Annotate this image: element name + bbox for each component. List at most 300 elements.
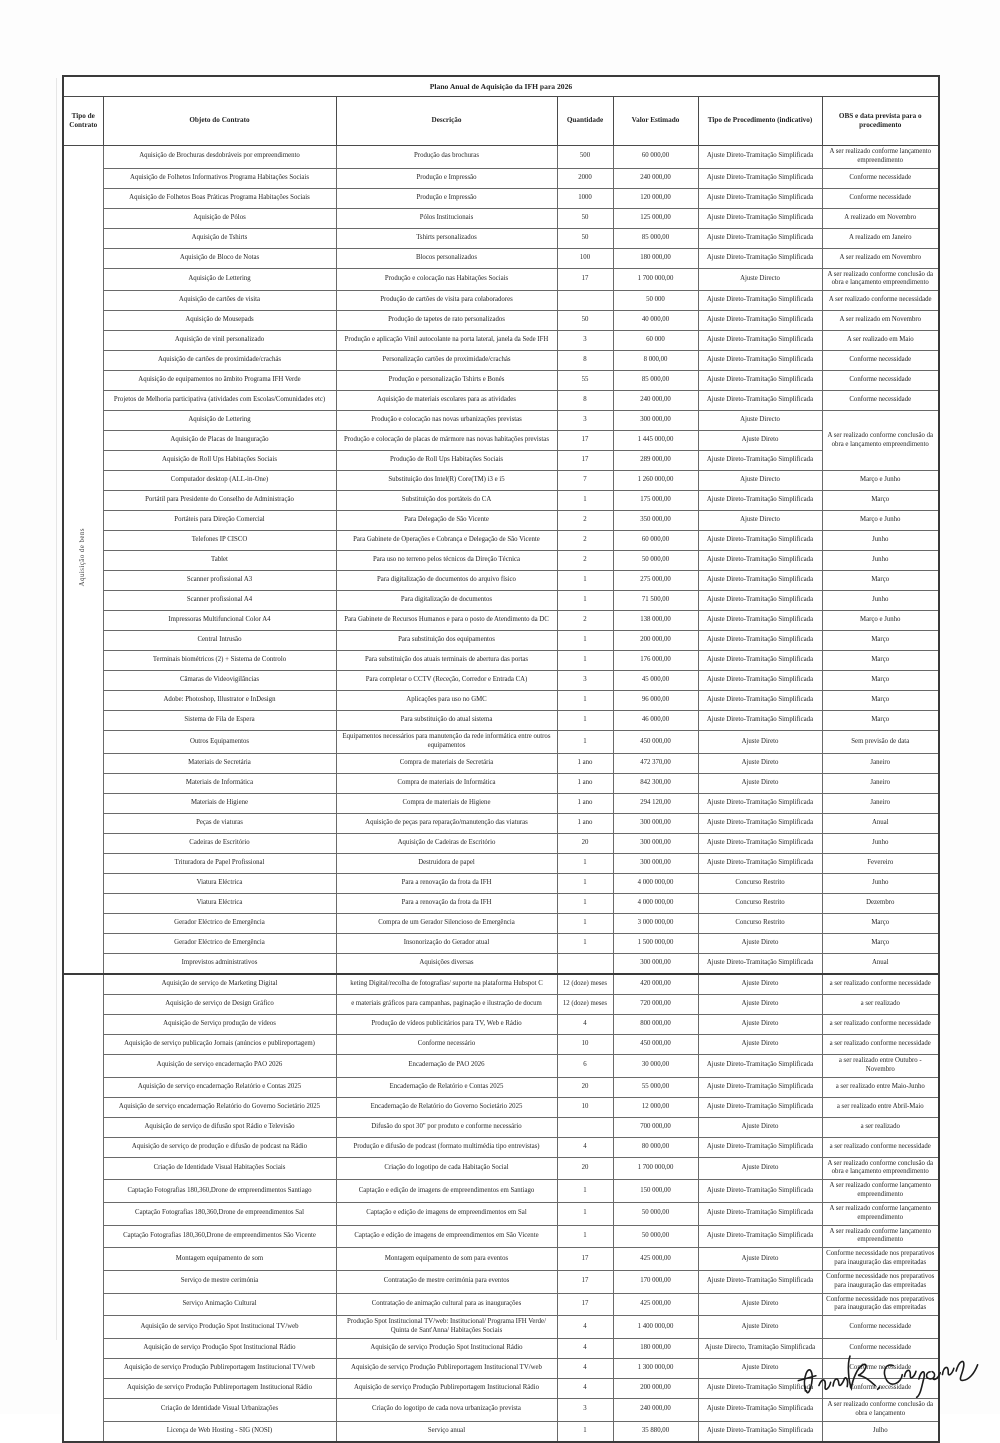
cell-obs: A ser realizado conforme lançamento empreendimento (822, 1202, 939, 1225)
table-row (63, 953, 939, 974)
cell-objeto: Impressoras Multifuncional Color A4 (103, 611, 336, 631)
cell-proc: Ajuste Direto-Tramitação Simplificada (698, 1077, 822, 1097)
cell-desc: Compra de um Gerador Silencioso de Emergência (336, 913, 557, 933)
cell-qtd: 2 (557, 531, 613, 551)
table-row (63, 531, 939, 551)
cell-desc: Encadernação de Relatório do Governo Societário 2025 (336, 1097, 557, 1117)
cell-objeto: Peças de viaturas (103, 813, 336, 833)
cell-qtd: 6 (557, 1054, 613, 1077)
cell-objeto: Portátil para Presidente do Conselho de Administração (103, 491, 336, 511)
cell-desc: e materiais gráficos para campanhas, paginação e ilustração de docum (336, 994, 557, 1014)
table-row (63, 773, 939, 793)
cell-qtd: 1 ano (557, 773, 613, 793)
cell-obs: Anual (822, 953, 939, 974)
table-row (63, 893, 939, 913)
cell-desc: Para uso no terreno pelos técnicos da Direção Técnica (336, 551, 557, 571)
cell-proc: Ajuste Direto-Tramitação Simplificada (698, 311, 822, 331)
cell-valor: 1 300 000,00 (613, 1358, 698, 1378)
cell-proc: Ajuste Direto-Tramitação Simplificada (698, 1202, 822, 1225)
cell-valor: 450 000,00 (613, 1034, 698, 1054)
cell-valor: 300 000,00 (613, 833, 698, 853)
cell-qtd: 3 (557, 411, 613, 431)
cell-proc: Ajuste Direto-Tramitação Simplificada (698, 451, 822, 471)
cell-obs: Janeiro (822, 793, 939, 813)
column-header-1: Objeto do Contrato (103, 97, 336, 146)
cell-proc: Ajuste Direto-Tramitação Simplificada (698, 671, 822, 691)
cell-objeto: Aquisição de serviço encadernação Relatório do Governo Societário 2025 (103, 1097, 336, 1117)
cell-desc: Montagem equipamento de som para eventos (336, 1248, 557, 1271)
cell-valor: 294 120,00 (613, 793, 698, 813)
table-row (63, 793, 939, 813)
cell-objeto: Viatura Eléctrica (103, 873, 336, 893)
table-row (63, 1225, 939, 1248)
cell-obs: Março e Junho (822, 611, 939, 631)
table-row (63, 311, 939, 331)
cell-obs: Conforme necessidade (822, 1378, 939, 1398)
cell-desc: Para a renovação da frota da IFH (336, 893, 557, 913)
cell-desc: Produção e aplicação Vinil autocolante na porta lateral, janela da Sede IFH (336, 331, 557, 351)
cell-objeto: Aquisição de Folhetos Boas Práticas Programa Habitações Sociais (103, 188, 336, 208)
cell-obs: Conforme necessidade nos preparativos para inauguração das empreitadas (822, 1248, 939, 1271)
cell-objeto: Projetos de Melhoria participativa (atividades com Escolas/Comunidades etc) (103, 391, 336, 411)
cell-objeto: Serviço de mestre cerimónia (103, 1270, 336, 1293)
cell-proc: Ajuste Direto-Tramitação Simplificada (698, 208, 822, 228)
cell-desc: Para substituição dos equipamentos (336, 631, 557, 651)
cell-obs: Anual (822, 813, 939, 833)
cell-obs: Julho (822, 1421, 939, 1442)
cell-qtd: 17 (557, 1293, 613, 1316)
cell-valor: 175 000,00 (613, 491, 698, 511)
cell-objeto: Sistema de Fila de Espera (103, 711, 336, 731)
cell-obs: Março (822, 691, 939, 711)
column-header-5: Tipo de Procedimento (indicativo) (698, 97, 822, 146)
cell-desc: Substituição dos Intel(R) Core(TM) i3 e i5 (336, 471, 557, 491)
cell-obs: Março (822, 711, 939, 731)
cell-objeto: Aquisição de equipamentos no âmbito Programa IFH Verde (103, 371, 336, 391)
table-row (63, 351, 939, 371)
cell-proc: Ajuste Direto-Tramitação Simplificada (698, 591, 822, 611)
cell-qtd: 1 (557, 1180, 613, 1203)
cell-desc: Aquisições diversas (336, 953, 557, 974)
cell-obs: A realizado em Janeiro (822, 228, 939, 248)
cell-proc: Ajuste Direto-Tramitação Simplificada (698, 1097, 822, 1117)
cell-proc: Ajuste Direto-Tramitação Simplificada (698, 351, 822, 371)
cell-proc: Ajuste Direto (698, 933, 822, 953)
table-row (63, 451, 939, 471)
cell-valor: 842 300,00 (613, 773, 698, 793)
cell-objeto: Tablet (103, 551, 336, 571)
cell-obs: a ser realizado conforme necessidade (822, 1137, 939, 1157)
cell-obs: a ser realizado entre Outubro - Novembro (822, 1054, 939, 1077)
table-row (63, 248, 939, 268)
cell-obs: Março (822, 491, 939, 511)
cell-qtd: 1 ano (557, 793, 613, 813)
cell-desc: Para Gabinete de Operações e Cobrança e Delegação de São Vicente (336, 531, 557, 551)
cell-proc: Ajuste Direto-Tramitação Simplificada (698, 1180, 822, 1203)
cell-valor: 176 000,00 (613, 651, 698, 671)
cell-proc: Ajuste Direto-Tramitação Simplificada (698, 248, 822, 268)
table-row (63, 188, 939, 208)
cell-obs: Conforme necessidade (822, 391, 939, 411)
cell-qtd: 2 (557, 551, 613, 571)
cell-obs: Junho (822, 833, 939, 853)
cell-qtd: 2 (557, 611, 613, 631)
cell-desc: Captação e edição de imagens de empreendimentos em São Vicente (336, 1225, 557, 1248)
cell-desc: Para Gabinete de Recursos Humanos e para o posto de Atendimento da DC (336, 611, 557, 631)
cell-desc: Aquisição de serviço Produção Spot Institucional Rádio (336, 1338, 557, 1358)
cell-qtd: 1 (557, 933, 613, 953)
cell-valor: 60 000,00 (613, 146, 698, 169)
cell-qtd: 1 (557, 731, 613, 754)
table-row (63, 974, 939, 995)
cell-desc: Produção de Roll Ups Habitações Sociais (336, 451, 557, 471)
cell-objeto: Imprevistos administrativos (103, 953, 336, 974)
cell-proc: Ajuste Direto (698, 773, 822, 793)
table-row (63, 1117, 939, 1137)
cell-desc: Blocos personalizados (336, 248, 557, 268)
cell-desc: Aquisição de peças para reparação/manutenção das viaturas (336, 813, 557, 833)
cell-proc: Ajuste Direto (698, 431, 822, 451)
cell-desc: Criação do logotipo de cada Habitação Social (336, 1157, 557, 1180)
table-row (63, 1097, 939, 1117)
plan-table (62, 75, 940, 1443)
cell-qtd: 4 (557, 1378, 613, 1398)
cell-valor: 1 400 000,00 (613, 1316, 698, 1339)
table-row (63, 471, 939, 491)
cell-qtd: 1 (557, 691, 613, 711)
cell-objeto: Gerador Eléctrico de Emergência (103, 933, 336, 953)
cell-proc: Ajuste Directo (698, 471, 822, 491)
table-row (63, 753, 939, 773)
cell-valor: 120 000,00 (613, 188, 698, 208)
cell-desc: Produção e colocação de placas de mármore nas novas habitações previstas (336, 431, 557, 451)
cell-proc: Ajuste Direto-Tramitação Simplificada (698, 291, 822, 311)
table-row (63, 1421, 939, 1442)
cell-obs: a ser realizado conforme necessidade (822, 974, 939, 995)
cell-valor: 1 700 000,00 (613, 268, 698, 291)
cell-valor: 300 000,00 (613, 411, 698, 431)
cell-objeto: Aquisição de serviço Produção Spot Institucional Rádio (103, 1338, 336, 1358)
cell-valor: 300 000,00 (613, 813, 698, 833)
cell-desc: Para substituição do atual sistema (336, 711, 557, 731)
cell-desc: Destruidora de papel (336, 853, 557, 873)
cell-valor: 180 000,00 (613, 1338, 698, 1358)
cell-desc: Produção Spot Institucional TV/web: Institucional/ Programa IFH Verde/ Quinta de Sant'Anna/ Habitações Sociais (336, 1316, 557, 1339)
cell-valor: 425 000,00 (613, 1293, 698, 1316)
cell-proc: Ajuste Direto-Tramitação Simplificada (698, 551, 822, 571)
table-row (63, 1054, 939, 1077)
cell-valor: 125 000,00 (613, 208, 698, 228)
cell-objeto: Aquisição de serviço Produção Spot Institucional TV/web (103, 1316, 336, 1339)
table-row (63, 611, 939, 631)
cell-obs: A realizado em Novembro (822, 208, 939, 228)
cell-proc: Ajuste Directo (698, 411, 822, 431)
cell-desc: Captação e edição de imagens de empreendimentos em Sal (336, 1202, 557, 1225)
cell-qtd: 1 (557, 1421, 613, 1442)
cell-desc: Produção de cartões de visita para colaboradores (336, 291, 557, 311)
cell-obs: Conforme necessidade (822, 1316, 939, 1339)
table-row (63, 671, 939, 691)
cell-objeto: Aquisição de serviço de difusão spot Rádio e Televisão (103, 1117, 336, 1137)
cell-qtd: 3 (557, 1398, 613, 1421)
cell-valor: 1 445 000,00 (613, 431, 698, 451)
cell-valor: 300 000,00 (613, 953, 698, 974)
table-row (63, 1202, 939, 1225)
cell-proc: Ajuste Directo (698, 511, 822, 531)
cell-valor: 45 000,00 (613, 671, 698, 691)
cell-obs: Março (822, 671, 939, 691)
cell-desc: Produção e difusão de podcast (formato multimédia tipo entrevistas) (336, 1137, 557, 1157)
cell-qtd: 20 (557, 1077, 613, 1097)
cell-valor: 80 000,00 (613, 1137, 698, 1157)
cell-qtd: 500 (557, 146, 613, 169)
cell-desc: Para a renovação da frota da IFH (336, 873, 557, 893)
cell-valor: 12 000,00 (613, 1097, 698, 1117)
scan-edge-shadow (56, 78, 57, 1340)
cell-proc: Ajuste Direto (698, 1316, 822, 1339)
cell-valor: 4 000 000,00 (613, 873, 698, 893)
cell-desc: Equipamentos necessários para manutenção da rede informática entre outros equipamentos (336, 731, 557, 754)
table-row (63, 146, 939, 169)
cell-obs: Março e Junho (822, 471, 939, 491)
cell-valor: 35 880,00 (613, 1421, 698, 1442)
cell-obs: Conforme necessidade (822, 1338, 939, 1358)
cell-objeto: Gerador Eléctrico de Emergência (103, 913, 336, 933)
cell-valor: 289 000,00 (613, 451, 698, 471)
cell-valor: 4 000 000,00 (613, 893, 698, 913)
table-row (63, 571, 939, 591)
cell-desc: Encadernação de PAO 2026 (336, 1054, 557, 1077)
cell-proc: Ajuste Direto-Tramitação Simplificada (698, 371, 822, 391)
cell-objeto: Viatura Eléctrica (103, 893, 336, 913)
cell-objeto: Central Intrusão (103, 631, 336, 651)
column-header-6: OBS e data prevista para o procedimento (822, 97, 939, 146)
cell-proc: Ajuste Direto (698, 1358, 822, 1378)
table-row (63, 168, 939, 188)
table-row (63, 731, 939, 754)
cell-qtd: 17 (557, 451, 613, 471)
cell-proc: Ajuste Direto-Tramitação Simplificada (698, 1398, 822, 1421)
table-row (63, 1248, 939, 1271)
cell-valor: 60 000 (613, 331, 698, 351)
contract-type-cell (63, 146, 103, 974)
cell-obs: Março (822, 651, 939, 671)
cell-qtd: 17 (557, 1270, 613, 1293)
cell-desc: Personalização cartões de proximidade/crachás (336, 351, 557, 371)
cell-obs: Conforme necessidade (822, 351, 939, 371)
page-title: Plano Anual de Aquisição da IFH para 2026 (63, 76, 939, 97)
cell-proc: Ajuste Direto-Tramitação Simplificada (698, 813, 822, 833)
cell-valor: 800 000,00 (613, 1014, 698, 1034)
table-row (63, 208, 939, 228)
cell-proc: Ajuste Direto-Tramitação Simplificada (698, 631, 822, 651)
cell-objeto: Licença de Web Hosting - SIG (NOSI) (103, 1421, 336, 1442)
cell-desc: Para substituição dos atuais terminais de abertura das portas (336, 651, 557, 671)
cell-qtd: 1 ano (557, 753, 613, 773)
cell-desc: Encadernação de Relatório e Contas 2025 (336, 1077, 557, 1097)
cell-qtd: 3 (557, 671, 613, 691)
cell-qtd: 4 (557, 1358, 613, 1378)
cell-obs: A ser realizado conforme lançamento empreendimento (822, 1225, 939, 1248)
cell-valor: 240 000,00 (613, 1398, 698, 1421)
cell-valor: 150 000,00 (613, 1180, 698, 1203)
cell-obs: A ser realizado em Maio (822, 331, 939, 351)
cell-qtd: 1 (557, 491, 613, 511)
cell-obs: Junho (822, 531, 939, 551)
cell-objeto: Aquisição de vinil personalizado (103, 331, 336, 351)
cell-valor: 60 000,00 (613, 531, 698, 551)
cell-objeto: Aquisição de Serviço produção de vídeos (103, 1014, 336, 1034)
cell-valor: 350 000,00 (613, 511, 698, 531)
table-row (63, 291, 939, 311)
cell-obs: Dezembro (822, 893, 939, 913)
cell-valor: 300 000,00 (613, 853, 698, 873)
cell-desc: Insonorização do Gerador atual (336, 933, 557, 953)
cell-desc: Contratação de mestre cerimónia para eventos (336, 1270, 557, 1293)
table-header-row (63, 97, 939, 146)
cell-proc: Concurso Restrito (698, 873, 822, 893)
cell-proc: Ajuste Direto (698, 1034, 822, 1054)
cell-desc: Produção e colocação nas Habitações Sociais (336, 268, 557, 291)
table-row (63, 631, 939, 651)
cell-valor: 3 000 000,00 (613, 913, 698, 933)
cell-desc: Para digitalização de documentos (336, 591, 557, 611)
cell-desc: Pólos Institucionais (336, 208, 557, 228)
cell-objeto: Terminais biométricos (2) + Sistema de Controlo (103, 651, 336, 671)
table-title-row (63, 76, 939, 97)
cell-objeto: Aquisição de Brochuras desdobráveis por empreendimento (103, 146, 336, 169)
cell-desc: Conforme necessário (336, 1034, 557, 1054)
cell-proc: Ajuste Direto-Tramitação Simplificada (698, 651, 822, 671)
cell-objeto: Montagem equipamento de som (103, 1248, 336, 1271)
cell-obs: A ser realizado conforme necessidade (822, 291, 939, 311)
cell-obs: Junho (822, 551, 939, 571)
cell-proc: Ajuste Direto-Tramitação Simplificada (698, 1054, 822, 1077)
column-header-3: Quantidade (557, 97, 613, 146)
table-row (63, 1378, 939, 1398)
cell-objeto: Captação Fotografias 180,360,Drone de empreendimentos Sal (103, 1202, 336, 1225)
cell-valor: 200 000,00 (613, 1378, 698, 1398)
cell-qtd: 1 (557, 913, 613, 933)
cell-qtd: 4 (557, 1316, 613, 1339)
cell-objeto: Materiais de Higiene (103, 793, 336, 813)
cell-proc: Ajuste Direto-Tramitação Simplificada (698, 331, 822, 351)
cell-obs: A ser realizado conforme lançamento empreendimento (822, 1180, 939, 1203)
cell-objeto: Telefones IP CISCO (103, 531, 336, 551)
cell-desc: Tshirts personalizados (336, 228, 557, 248)
table-row (63, 491, 939, 511)
cell-proc: Concurso Restrito (698, 913, 822, 933)
cell-obs: Conforme necessidade nos preparativos para inauguração das empreitadas (822, 1293, 939, 1316)
cell-qtd: 1 (557, 591, 613, 611)
cell-obs: a ser realizado entre Abril-Maio (822, 1097, 939, 1117)
cell-desc: Produção e Impressão (336, 168, 557, 188)
cell-qtd (557, 1117, 613, 1137)
cell-qtd: 1 (557, 631, 613, 651)
cell-proc: Ajuste Direto (698, 994, 822, 1014)
cell-qtd: 55 (557, 371, 613, 391)
cell-valor: 96 000,00 (613, 691, 698, 711)
cell-valor: 1 700 000,00 (613, 1157, 698, 1180)
cell-proc: Ajuste Direto-Tramitação Simplificada (698, 168, 822, 188)
cell-valor: 472 370,00 (613, 753, 698, 773)
cell-desc: Para completar o CCTV (Receção, Corredor e Entrada CA) (336, 671, 557, 691)
cell-obs: Março (822, 631, 939, 651)
cell-objeto: Aquisição de serviço Produção Publireportagem Institucional TV/web (103, 1358, 336, 1378)
cell-qtd: 1000 (557, 188, 613, 208)
cell-desc: Produção das brochuras (336, 146, 557, 169)
cell-proc: Ajuste Direto-Tramitação Simplificada (698, 1421, 822, 1442)
cell-proc: Ajuste Direto-Tramitação Simplificada (698, 1137, 822, 1157)
cell-valor: 85 000,00 (613, 371, 698, 391)
cell-qtd: 1 (557, 853, 613, 873)
cell-valor: 55 000,00 (613, 1077, 698, 1097)
cell-objeto: Aquisição de Lettering (103, 268, 336, 291)
cell-proc: Ajuste Direto-Tramitação Simplificada (698, 1225, 822, 1248)
cell-valor: 50 000 (613, 291, 698, 311)
table-row (63, 1077, 939, 1097)
cell-obs: Conforme necessidade (822, 168, 939, 188)
table-row (63, 268, 939, 291)
cell-objeto: Aquisição de Bloco de Notas (103, 248, 336, 268)
cell-proc: Ajuste Direto-Tramitação Simplificada (698, 953, 822, 974)
table-body (63, 146, 939, 1442)
cell-obs: Março (822, 571, 939, 591)
table-row (63, 813, 939, 833)
cell-qtd: 50 (557, 208, 613, 228)
table-row (63, 371, 939, 391)
column-header-4: Valor Estimado (613, 97, 698, 146)
cell-desc: Aplicações para uso no GMC (336, 691, 557, 711)
cell-desc: Captação e edição de imagens de empreendimentos em Santiago (336, 1180, 557, 1203)
cell-obs: a ser realizado conforme necessidade (822, 1034, 939, 1054)
cell-valor: 720 000,00 (613, 994, 698, 1014)
cell-proc: Ajuste Direto-Tramitação Simplificada (698, 1270, 822, 1293)
cell-valor: 40 000,00 (613, 311, 698, 331)
cell-obs: A ser realizado conforme conclusão da obra e lançamento (822, 1398, 939, 1421)
cell-objeto: Aquisição de cartões de proximidade/crachás (103, 351, 336, 371)
cell-objeto: Captação Fotografias 180,360,Drone de empreendimentos Santiago (103, 1180, 336, 1203)
cell-desc: Difusão do spot 30" por produto e conforme necessário (336, 1117, 557, 1137)
cell-qtd: 3 (557, 331, 613, 351)
cell-qtd: 10 (557, 1097, 613, 1117)
table-row (63, 873, 939, 893)
cell-desc: Produção de tapetes de rato personalizados (336, 311, 557, 331)
cell-qtd: 1 (557, 571, 613, 591)
cell-valor: 170 000,00 (613, 1270, 698, 1293)
cell-objeto: Aquisição de serviço de Marketing Digital (103, 974, 336, 995)
table-row (63, 711, 939, 731)
cell-proc: Ajuste Direto-Tramitação Simplificada (698, 531, 822, 551)
table-row (63, 1398, 939, 1421)
cell-objeto: Serviço Animação Cultural (103, 1293, 336, 1316)
table-row (63, 1338, 939, 1358)
cell-objeto: Aquisição de serviço publicação Jornais (anúncios e publireportagem) (103, 1034, 336, 1054)
cell-obs: A ser realizado conforme conclusão da obra e lançamento empreendimento (822, 1157, 939, 1180)
table-row (63, 1014, 939, 1034)
cell-qtd (557, 953, 613, 974)
cell-qtd: 17 (557, 1248, 613, 1271)
table-row (63, 1034, 939, 1054)
cell-qtd: 1 (557, 651, 613, 671)
cell-desc: Produção e colocação nas novas urbanizações previstas (336, 411, 557, 431)
cell-valor: 200 000,00 (613, 631, 698, 651)
cell-valor: 700 000,00 (613, 1117, 698, 1137)
cell-desc: Aquisição de Cadeiras de Escritório (336, 833, 557, 853)
table-row (63, 1358, 939, 1378)
cell-desc: Compra de materiais de Informática (336, 773, 557, 793)
cell-valor: 138 000,00 (613, 611, 698, 631)
